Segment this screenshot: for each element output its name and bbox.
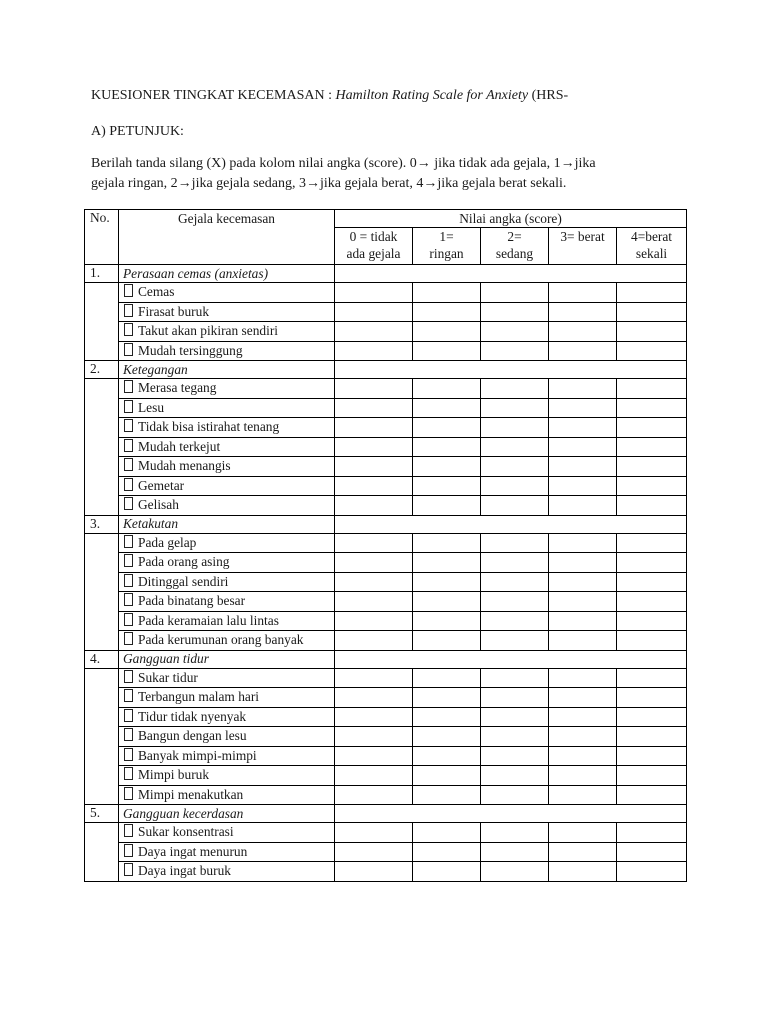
symptom-row xyxy=(85,398,687,418)
score-header-sublabel: ada gejala xyxy=(346,246,401,261)
score-cell-0[interactable] xyxy=(335,283,413,303)
symptom-item xyxy=(119,418,335,438)
symptom-row xyxy=(85,785,687,805)
score-cell-0[interactable] xyxy=(335,707,413,727)
score-cell-3[interactable] xyxy=(549,341,617,361)
symptom-row xyxy=(85,553,687,573)
symptom-label: Mimpi menakutkan xyxy=(138,786,244,802)
score-cell-0[interactable] xyxy=(335,727,413,747)
symptom-label: Sukar konsentrasi xyxy=(138,824,234,840)
score-cell-3[interactable] xyxy=(549,457,617,477)
score-cell-2[interactable] xyxy=(481,476,549,496)
score-cell-4[interactable] xyxy=(617,611,687,631)
score-cell-4[interactable] xyxy=(617,727,687,747)
bullet-box-icon xyxy=(124,632,133,645)
score-cell-0[interactable] xyxy=(335,533,413,553)
score-header-sublabel: ringan xyxy=(429,246,464,261)
score-cell-4[interactable] xyxy=(617,766,687,786)
symptom-label: Pada keramaian lalu lintas xyxy=(138,612,279,628)
score-cell-2[interactable] xyxy=(481,842,549,862)
bullet-box-icon xyxy=(124,419,133,432)
symptom-label: Tidak bisa istirahat tenang xyxy=(138,419,280,435)
score-cell-3[interactable] xyxy=(549,823,617,843)
score-cell-1[interactable] xyxy=(413,746,481,766)
symptom-item xyxy=(119,437,335,457)
score-cell-1[interactable] xyxy=(413,707,481,727)
score-cell-4[interactable] xyxy=(617,746,687,766)
score-cell-4[interactable] xyxy=(617,785,687,805)
score-cell-0[interactable] xyxy=(335,302,413,322)
score-cell-1[interactable] xyxy=(413,496,481,516)
score-cell-4[interactable] xyxy=(617,283,687,303)
score-cell-1[interactable] xyxy=(413,727,481,747)
score-cell-2[interactable] xyxy=(481,862,549,882)
score-cell-2[interactable] xyxy=(481,457,549,477)
score-cell-1[interactable] xyxy=(413,418,481,438)
score-cell-2[interactable] xyxy=(481,823,549,843)
score-cell-3[interactable] xyxy=(549,592,617,612)
score-header-sublabel: sedang xyxy=(495,246,534,261)
score-cell-0[interactable] xyxy=(335,553,413,573)
score-header-label: 4=berat xyxy=(631,229,673,244)
score-cell-2[interactable] xyxy=(481,379,549,399)
score-cell-4[interactable] xyxy=(617,476,687,496)
symptom-item xyxy=(119,572,335,592)
score-cell-0[interactable] xyxy=(335,842,413,862)
group-number: 1. xyxy=(85,265,119,283)
score-cell-0[interactable] xyxy=(335,476,413,496)
symptom-item xyxy=(119,823,335,843)
score-cell-2[interactable] xyxy=(481,418,549,438)
bullet-box-icon xyxy=(124,767,133,780)
bullet-box-icon xyxy=(124,304,133,317)
symptom-item xyxy=(119,862,335,882)
symptom-label: Pada gelap xyxy=(138,534,197,550)
score-cell-1[interactable] xyxy=(413,611,481,631)
symptom-item xyxy=(119,707,335,727)
score-cell-2[interactable] xyxy=(481,785,549,805)
group-number: 3. xyxy=(85,515,119,533)
score-cell-3[interactable] xyxy=(549,842,617,862)
bullet-box-icon xyxy=(124,593,133,606)
score-cell-0[interactable] xyxy=(335,341,413,361)
score-cell-0[interactable] xyxy=(335,457,413,477)
bullet-box-icon xyxy=(124,863,133,876)
score-cell-4[interactable] xyxy=(617,418,687,438)
header-row xyxy=(85,210,687,228)
symptom-item xyxy=(119,496,335,516)
score-cell-4[interactable] xyxy=(617,322,687,342)
score-cell-2[interactable] xyxy=(481,631,549,651)
symptom-label: Pada kerumunan orang banyak xyxy=(138,632,304,648)
number-spacer xyxy=(85,533,119,650)
symptom-label: Ditinggal sendiri xyxy=(138,573,229,589)
symptom-label: Mimpi buruk xyxy=(138,767,210,783)
score-cell-0[interactable] xyxy=(335,785,413,805)
score-cell-0[interactable] xyxy=(335,592,413,612)
group-row xyxy=(85,361,687,379)
score-cell-4[interactable] xyxy=(617,437,687,457)
score-cell-1[interactable] xyxy=(413,457,481,477)
score-cell-1[interactable] xyxy=(413,379,481,399)
symptom-row xyxy=(85,476,687,496)
group-row xyxy=(85,265,687,283)
score-cell-3[interactable] xyxy=(549,572,617,592)
score-cell-1[interactable] xyxy=(413,592,481,612)
bullet-box-icon xyxy=(124,613,133,626)
bullet-box-icon xyxy=(124,844,133,857)
header-no: No. xyxy=(85,210,119,265)
bullet-box-icon xyxy=(124,497,133,510)
score-cell-4[interactable] xyxy=(617,533,687,553)
score-cell-1[interactable] xyxy=(413,553,481,573)
bullet-box-icon xyxy=(124,284,133,297)
symptom-label: Gemetar xyxy=(138,477,185,493)
score-cell-3[interactable] xyxy=(549,398,617,418)
score-cell-4[interactable] xyxy=(617,842,687,862)
symptom-label: Mudah menangis xyxy=(138,458,231,474)
symptom-item xyxy=(119,457,335,477)
symptom-row xyxy=(85,533,687,553)
score-cell-4[interactable] xyxy=(617,341,687,361)
score-cell-1[interactable] xyxy=(413,341,481,361)
title-italic: Hamilton Rating Scale for Anxiety xyxy=(335,88,529,103)
bullet-box-icon xyxy=(124,343,133,356)
score-header-label: 2= xyxy=(507,229,522,244)
score-cell-0[interactable] xyxy=(335,496,413,516)
score-cell-3[interactable] xyxy=(549,437,617,457)
number-spacer xyxy=(85,668,119,805)
score-cell-4[interactable] xyxy=(617,553,687,573)
score-cell-3[interactable] xyxy=(549,533,617,553)
group-score-span xyxy=(335,515,687,533)
title-prefix: KUESIONER TINGKAT KECEMASAN : xyxy=(91,88,336,103)
score-cell-4[interactable] xyxy=(617,631,687,651)
score-cell-1[interactable] xyxy=(413,572,481,592)
score-cell-1[interactable] xyxy=(413,476,481,496)
instructions xyxy=(91,154,691,194)
symptom-row xyxy=(85,572,687,592)
bullet-box-icon xyxy=(124,670,133,683)
symptom-label: Gelisah xyxy=(138,497,179,513)
score-header-sublabel: sekali xyxy=(635,246,668,261)
group-number: 2. xyxy=(85,361,119,379)
symptom-item xyxy=(119,283,335,303)
score-cell-0[interactable] xyxy=(335,631,413,651)
score-cell-0[interactable] xyxy=(335,437,413,457)
header-gejala: Gejala kecemasan xyxy=(119,210,335,265)
symptom-row xyxy=(85,688,687,708)
score-header-0 xyxy=(335,228,413,265)
symptom-item xyxy=(119,668,335,688)
score-header-2 xyxy=(481,228,549,265)
score-cell-1[interactable] xyxy=(413,688,481,708)
symptom-label: Merasa tegang xyxy=(138,380,217,396)
symptom-item xyxy=(119,727,335,747)
score-cell-3[interactable] xyxy=(549,668,617,688)
symptom-label: Sukar tidur xyxy=(138,669,198,685)
score-cell-4[interactable] xyxy=(617,302,687,322)
score-cell-1[interactable] xyxy=(413,785,481,805)
symptom-item xyxy=(119,842,335,862)
bullet-box-icon xyxy=(124,709,133,722)
group-title: Gangguan kecerdasan xyxy=(119,805,335,823)
bullet-box-icon xyxy=(124,824,133,837)
symptom-item xyxy=(119,785,335,805)
score-cell-3[interactable] xyxy=(549,631,617,651)
symptom-label: Banyak mimpi-mimpi xyxy=(138,747,257,763)
score-cell-1[interactable] xyxy=(413,668,481,688)
score-cell-4[interactable] xyxy=(617,572,687,592)
score-cell-3[interactable] xyxy=(549,302,617,322)
symptom-row xyxy=(85,437,687,457)
score-cell-1[interactable] xyxy=(413,631,481,651)
symptom-item xyxy=(119,592,335,612)
symptom-label: Tidur tidak nyenyak xyxy=(138,708,247,724)
score-cell-3[interactable] xyxy=(549,418,617,438)
score-cell-4[interactable] xyxy=(617,379,687,399)
score-cell-3[interactable] xyxy=(549,496,617,516)
score-cell-1[interactable] xyxy=(413,842,481,862)
score-cell-2[interactable] xyxy=(481,707,549,727)
symptom-row xyxy=(85,631,687,651)
bullet-box-icon xyxy=(124,478,133,491)
symptom-label: Cemas xyxy=(138,284,175,300)
group-title: Gangguan tidur xyxy=(119,650,335,668)
symptom-label: Takut akan pikiran sendiri xyxy=(138,323,278,339)
score-cell-2[interactable] xyxy=(481,437,549,457)
header-nilai: Nilai angka (score) xyxy=(335,210,687,228)
symptom-row xyxy=(85,496,687,516)
bullet-box-icon xyxy=(124,323,133,336)
title-suffix: (HRS- xyxy=(528,88,569,103)
symptom-row xyxy=(85,283,687,303)
score-cell-4[interactable] xyxy=(617,707,687,727)
score-cell-2[interactable] xyxy=(481,766,549,786)
group-title: Ketakutan xyxy=(119,515,335,533)
score-cell-2[interactable] xyxy=(481,746,549,766)
score-cell-1[interactable] xyxy=(413,862,481,882)
bullet-box-icon xyxy=(124,554,133,567)
score-cell-2[interactable] xyxy=(481,302,549,322)
score-header-label: 0 = tidak xyxy=(349,229,398,244)
group-score-span xyxy=(335,265,687,283)
questionnaire-table xyxy=(84,209,687,882)
score-cell-2[interactable] xyxy=(481,592,549,612)
symptom-item xyxy=(119,533,335,553)
group-row xyxy=(85,515,687,533)
score-cell-0[interactable] xyxy=(335,688,413,708)
symptom-item xyxy=(119,611,335,631)
symptom-row xyxy=(85,707,687,727)
score-cell-0[interactable] xyxy=(335,668,413,688)
symptom-row xyxy=(85,727,687,747)
symptom-label: Daya ingat menurun xyxy=(138,843,248,859)
symptom-item xyxy=(119,398,335,418)
score-cell-3[interactable] xyxy=(549,862,617,882)
score-cell-4[interactable] xyxy=(617,688,687,708)
symptom-row xyxy=(85,862,687,882)
score-cell-2[interactable] xyxy=(481,322,549,342)
score-cell-2[interactable] xyxy=(481,496,549,516)
symptom-row xyxy=(85,457,687,477)
score-header-label: 1= xyxy=(439,229,454,244)
score-cell-3[interactable] xyxy=(549,688,617,708)
symptom-row xyxy=(85,341,687,361)
group-number: 5. xyxy=(85,805,119,823)
score-cell-3[interactable] xyxy=(549,322,617,342)
symptom-label: Terbangun malam hari xyxy=(138,689,260,705)
symptom-label: Pada binatang besar xyxy=(138,593,246,609)
score-cell-1[interactable] xyxy=(413,398,481,418)
score-cell-3[interactable] xyxy=(549,766,617,786)
symptom-row xyxy=(85,611,687,631)
symptom-row xyxy=(85,668,687,688)
section-heading: A) PETUNJUK: xyxy=(91,124,184,139)
score-header-label: 3= berat xyxy=(560,229,605,244)
score-cell-3[interactable] xyxy=(549,746,617,766)
score-cell-0[interactable] xyxy=(335,398,413,418)
group-row xyxy=(85,805,687,823)
group-score-span xyxy=(335,650,687,668)
score-cell-2[interactable] xyxy=(481,727,549,747)
score-cell-4[interactable] xyxy=(617,457,687,477)
group-title: Perasaan cemas (anxietas) xyxy=(119,265,335,283)
group-number: 4. xyxy=(85,650,119,668)
symptom-label: Bangun dengan lesu xyxy=(138,728,247,744)
score-cell-0[interactable] xyxy=(335,862,413,882)
score-cell-1[interactable] xyxy=(413,437,481,457)
symptom-row xyxy=(85,302,687,322)
score-cell-2[interactable] xyxy=(481,553,549,573)
score-cell-3[interactable] xyxy=(549,707,617,727)
score-cell-3[interactable] xyxy=(549,283,617,303)
score-cell-4[interactable] xyxy=(617,668,687,688)
symptom-label: Pada orang asing xyxy=(138,554,230,570)
symptom-item xyxy=(119,379,335,399)
bullet-box-icon xyxy=(124,689,133,702)
score-cell-2[interactable] xyxy=(481,688,549,708)
score-cell-0[interactable] xyxy=(335,746,413,766)
score-cell-4[interactable] xyxy=(617,823,687,843)
symptom-item xyxy=(119,688,335,708)
bullet-box-icon xyxy=(124,535,133,548)
score-cell-4[interactable] xyxy=(617,496,687,516)
symptom-row xyxy=(85,418,687,438)
score-cell-3[interactable] xyxy=(549,727,617,747)
symptom-row xyxy=(85,592,687,612)
instruction-line-2: gejala ringan, 2→jika gejala sedang, 3→jika gejala berat, 4→jika gejala berat sekali. xyxy=(91,176,567,191)
symptom-label: Daya ingat buruk xyxy=(138,863,231,879)
bullet-box-icon xyxy=(124,574,133,587)
symptom-label: Firasat buruk xyxy=(138,303,210,319)
bullet-box-icon xyxy=(124,728,133,741)
score-cell-3[interactable] xyxy=(549,553,617,573)
score-cell-0[interactable] xyxy=(335,823,413,843)
score-cell-2[interactable] xyxy=(481,283,549,303)
score-cell-2[interactable] xyxy=(481,611,549,631)
symptom-label: Mudah tersinggung xyxy=(138,342,243,358)
symptom-row xyxy=(85,842,687,862)
group-score-span xyxy=(335,361,687,379)
symptom-row xyxy=(85,823,687,843)
symptom-item xyxy=(119,476,335,496)
score-cell-2[interactable] xyxy=(481,341,549,361)
score-cell-0[interactable] xyxy=(335,572,413,592)
score-cell-2[interactable] xyxy=(481,533,549,553)
score-cell-3[interactable] xyxy=(549,476,617,496)
score-cell-1[interactable] xyxy=(413,322,481,342)
score-cell-0[interactable] xyxy=(335,766,413,786)
document-title xyxy=(91,88,568,104)
bullet-box-icon xyxy=(124,748,133,761)
score-cell-2[interactable] xyxy=(481,668,549,688)
symptom-label: Mudah terkejut xyxy=(138,438,221,454)
score-cell-1[interactable] xyxy=(413,283,481,303)
symptom-row xyxy=(85,322,687,342)
symptom-item xyxy=(119,553,335,573)
number-spacer xyxy=(85,823,119,882)
score-cell-4[interactable] xyxy=(617,862,687,882)
symptom-item xyxy=(119,746,335,766)
score-header-3 xyxy=(549,228,617,265)
score-cell-0[interactable] xyxy=(335,611,413,631)
score-header-1 xyxy=(413,228,481,265)
symptom-row xyxy=(85,379,687,399)
symptom-item xyxy=(119,631,335,651)
group-title: Ketegangan xyxy=(119,361,335,379)
number-spacer xyxy=(85,283,119,361)
bullet-box-icon xyxy=(124,458,133,471)
group-score-span xyxy=(335,805,687,823)
score-cell-1[interactable] xyxy=(413,302,481,322)
score-cell-4[interactable] xyxy=(617,398,687,418)
score-cell-1[interactable] xyxy=(413,823,481,843)
score-cell-0[interactable] xyxy=(335,322,413,342)
bullet-box-icon xyxy=(124,380,133,393)
score-cell-3[interactable] xyxy=(549,785,617,805)
instruction-line-1: Berilah tanda silang (X) pada kolom nilai angka (score). 0→ jika tidak ada gejala, 1→jika xyxy=(91,156,596,171)
bullet-box-icon xyxy=(124,787,133,800)
symptom-item xyxy=(119,322,335,342)
symptom-item xyxy=(119,302,335,322)
group-row xyxy=(85,650,687,668)
score-cell-3[interactable] xyxy=(549,379,617,399)
score-cell-1[interactable] xyxy=(413,533,481,553)
score-cell-3[interactable] xyxy=(549,611,617,631)
score-cell-4[interactable] xyxy=(617,592,687,612)
symptom-row xyxy=(85,746,687,766)
score-cell-0[interactable] xyxy=(335,379,413,399)
score-cell-2[interactable] xyxy=(481,398,549,418)
symptom-item xyxy=(119,766,335,786)
score-cell-2[interactable] xyxy=(481,572,549,592)
score-cell-0[interactable] xyxy=(335,418,413,438)
bullet-box-icon xyxy=(124,439,133,452)
bullet-box-icon xyxy=(124,400,133,413)
score-cell-1[interactable] xyxy=(413,766,481,786)
number-spacer xyxy=(85,379,119,516)
symptom-row xyxy=(85,766,687,786)
symptom-item xyxy=(119,341,335,361)
score-header-4 xyxy=(617,228,687,265)
symptom-label: Lesu xyxy=(138,399,165,415)
